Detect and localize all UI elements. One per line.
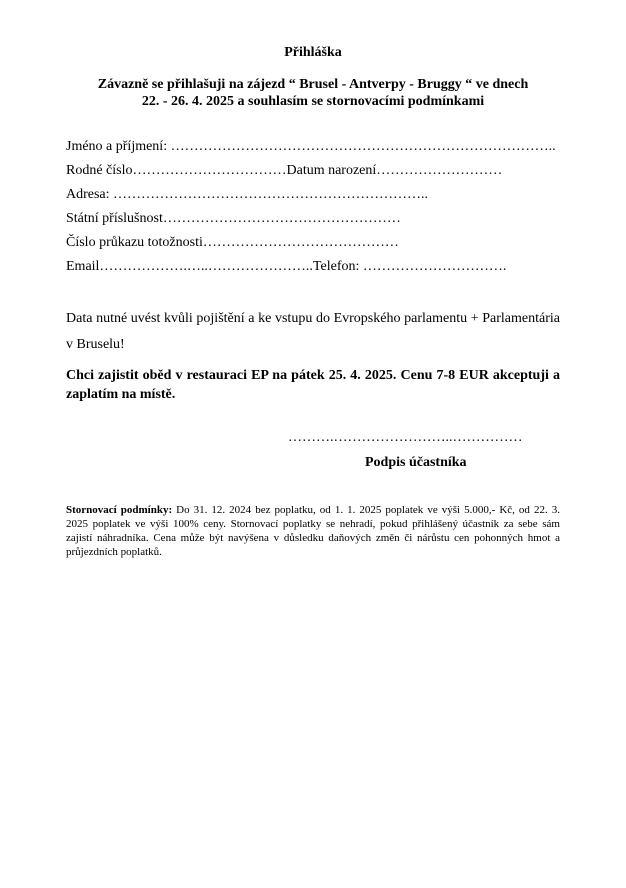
form-title: Přihláška [284, 45, 342, 60]
subtitle-line-1: Závazně se přihlašuji na zájezd “ Brusel - Antverpy - Bruggy “ ve dnech [97, 77, 529, 92]
cancellation-label: Stornovací podmínky: [66, 504, 173, 516]
form-subtitle [60, 76, 566, 110]
personal-data-fields [66, 137, 566, 281]
birth-number-field: Rodné číslo……………………………Datum narození……………………… [66, 163, 503, 178]
id-card-number-field: Číslo průkazu totožnosti…………………………………… [66, 235, 399, 250]
name-field: Jméno a příjmení: ……………………………………………………………………….. [66, 139, 556, 154]
signature-line: ……….……………………..…………… [288, 430, 523, 445]
cancellation-text: Do 31. 12. 2024 bez poplatku, od 1. 1. 2025 poplatek ve výši 5.000,- Kč, od 22. 3. 2025 poplatek ve výši 100% ceny. Stornovací poplatky se nehradí, pokud přihlášený účastník za sebe sám zajistí náhradníka. Cena může být navýšena v důsledku daňových změn či nárůstu cen pohonných hmot a průjezdních poplatků. [66, 504, 560, 558]
cancellation-terms [66, 503, 560, 559]
insurance-note: Data nutné uvést kvůli pojištění a ke vstupu do Evropského parlamentu + Parlamentária v Bruselu! [66, 311, 560, 352]
citizenship-field: Státní příslušnost…………………………………………… [66, 211, 401, 226]
lunch-option-text: Chci zajistit oběd v restauraci EP na pátek 25. 4. 2025. Cenu 7-8 EUR akceptuji a zaplatím na místě. [66, 368, 560, 402]
signature-label: Podpis účastníka [365, 455, 467, 470]
subtitle-line-2: 22. - 26. 4. 2025 a souhlasím se stornovacími podmínkami [141, 94, 485, 109]
email-phone-field: Email……………….…..…………………..Telefon: …………………………. [66, 259, 507, 274]
address-field: Adresa: ………………………………………………………….. [66, 187, 429, 202]
